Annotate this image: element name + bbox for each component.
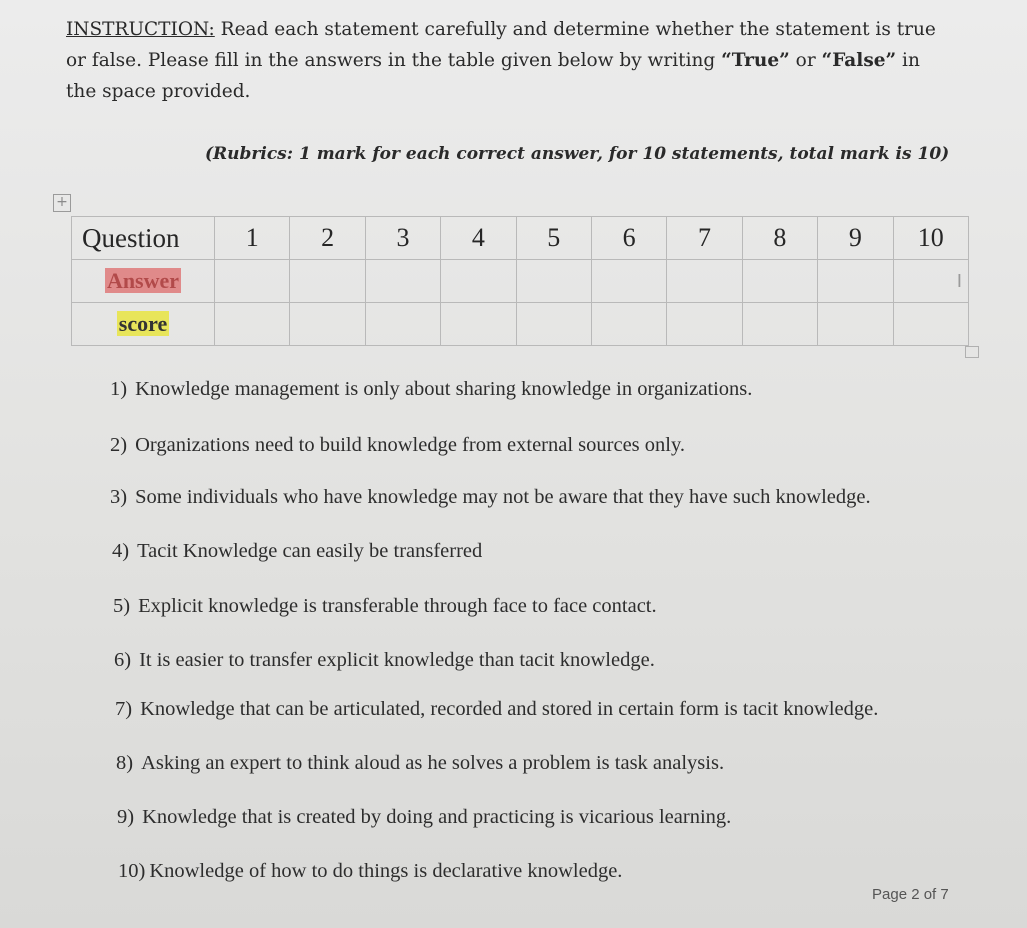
table-resize-handle-icon[interactable]: [965, 346, 979, 358]
score-cell[interactable]: [667, 303, 742, 346]
answer-cell[interactable]: [365, 260, 440, 303]
score-cell[interactable]: [441, 303, 516, 346]
answer-cell[interactable]: [818, 260, 893, 303]
statement-item: [113, 595, 657, 618]
page-number: Page 2 of 7: [872, 886, 949, 903]
answer-label: Answer: [106, 268, 180, 293]
instruction-line-1: Read each statement carefully and determine whether the statement is true: [220, 19, 936, 40]
instruction-lead: INSTRUCTION:: [66, 19, 215, 40]
statement-text: It is easier to transfer explicit knowledge than tacit knowledge.: [139, 649, 655, 671]
instruction-paragraph: [66, 14, 966, 107]
instruction-line-3: the space provided.: [66, 81, 251, 102]
statement-item: [116, 752, 724, 775]
statement-item: [110, 486, 871, 509]
statement-text: Explicit knowledge is transferable through face to face contact.: [138, 595, 657, 617]
question-number: 4: [441, 217, 516, 260]
statement-item: [110, 434, 685, 457]
score-cell[interactable]: [893, 303, 968, 346]
question-label: Question: [72, 217, 215, 260]
answer-cell[interactable]: [667, 260, 742, 303]
statement-text: Knowledge that is created by doing and practicing is vicarious learning.: [142, 806, 732, 828]
answer-cell[interactable]: [893, 260, 968, 303]
score-cell[interactable]: [290, 303, 365, 346]
statement-item: [117, 806, 731, 829]
rubrics-note: (Rubrics: 1 mark for each correct answer, for 10 statements, total mark is 10): [205, 144, 950, 164]
statement-number: 9): [117, 806, 135, 828]
score-cell[interactable]: [742, 303, 817, 346]
statement-text: Some individuals who have knowledge may not be aware that they have such knowledge.: [135, 486, 871, 508]
answer-cell[interactable]: [516, 260, 591, 303]
answer-row: [72, 260, 969, 303]
statement-text: Organizations need to build knowledge from external sources only.: [135, 434, 686, 456]
question-row: [72, 217, 969, 260]
table-move-handle-icon[interactable]: +: [53, 194, 71, 212]
text-cursor-icon: I: [956, 270, 962, 292]
question-number: 2: [290, 217, 365, 260]
statement-text: Tacit Knowledge can easily be transferred: [137, 540, 483, 562]
score-label: score: [118, 311, 168, 336]
or-word: or: [789, 50, 822, 71]
statement-item: [112, 540, 482, 563]
statement-number: 10): [118, 860, 146, 882]
answer-cell[interactable]: [290, 260, 365, 303]
statement-item: [110, 378, 752, 401]
answer-table: [71, 216, 969, 346]
question-number: 8: [742, 217, 817, 260]
score-label-cell: [72, 303, 215, 346]
instruction-line-2a: or false. Please fill in the answers in the table given below by writing: [66, 50, 722, 71]
question-number: 10: [893, 217, 968, 260]
answer-cell[interactable]: [591, 260, 666, 303]
statement-number: 2): [110, 434, 128, 456]
statement-text: Knowledge that can be articulated, recorded and stored in certain form is tacit knowledge.: [140, 698, 879, 720]
question-number: 5: [516, 217, 591, 260]
statement-number: 8): [116, 752, 134, 774]
answer-cell[interactable]: [742, 260, 817, 303]
score-cell[interactable]: [516, 303, 591, 346]
false-word: “False”: [821, 50, 897, 71]
statement-number: 1): [110, 378, 128, 400]
statement-item: [114, 649, 655, 672]
score-cell[interactable]: [215, 303, 290, 346]
question-number: 9: [818, 217, 893, 260]
question-number: 3: [365, 217, 440, 260]
statement-text: Knowledge of how to do things is declarative knowledge.: [149, 860, 623, 882]
true-word: “True”: [721, 50, 790, 71]
statement-item: [115, 698, 878, 721]
statement-text: Asking an expert to think aloud as he solves a problem is task analysis.: [141, 752, 725, 774]
answer-cell[interactable]: [441, 260, 516, 303]
instruction-line-2b: in: [896, 50, 920, 71]
statement-item: [118, 860, 622, 883]
statement-number: 3): [110, 486, 128, 508]
statement-number: 7): [115, 698, 133, 720]
answer-cell[interactable]: [215, 260, 290, 303]
statement-number: 6): [114, 649, 132, 671]
statement-number: 5): [113, 595, 131, 617]
score-row: [72, 303, 969, 346]
statement-text: Knowledge management is only about sharing knowledge in organizations.: [135, 378, 753, 400]
question-number: 6: [591, 217, 666, 260]
score-cell[interactable]: [818, 303, 893, 346]
score-cell[interactable]: [591, 303, 666, 346]
question-number: 7: [667, 217, 742, 260]
score-cell[interactable]: [365, 303, 440, 346]
question-number: 1: [215, 217, 290, 260]
answer-label-cell: [72, 260, 215, 303]
statement-number: 4): [112, 540, 130, 562]
